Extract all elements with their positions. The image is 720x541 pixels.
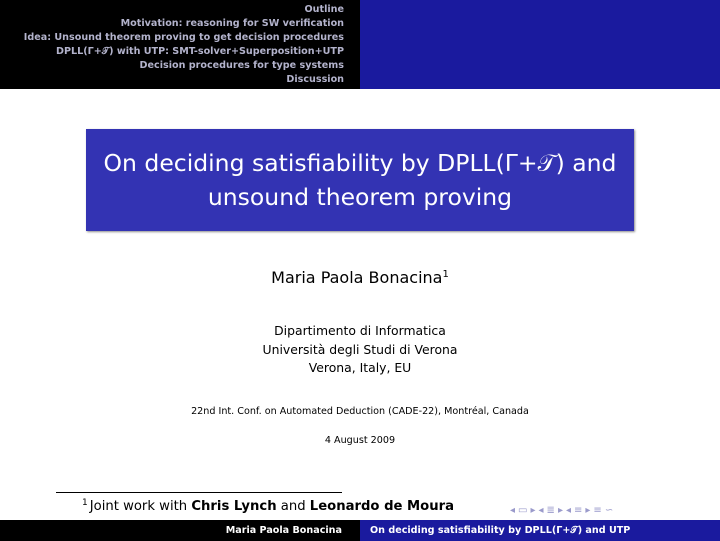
footnote-mark: 1	[82, 498, 88, 508]
date: 4 August 2009	[324, 435, 396, 446]
title-line-2: unsound theorem proving	[207, 183, 513, 211]
search-icon[interactable]: ∽	[604, 504, 614, 516]
outline-item-decision-procedures[interactable]: Decision procedures for type systems	[139, 59, 344, 71]
footline	[0, 520, 720, 541]
headline-blue-pane	[360, 0, 720, 89]
outline-item-dpll[interactable]: DPLL(Γ+𝒯) with UTP: SMT-solver+Superposition+UTP	[56, 45, 344, 57]
author-name: Maria Paola Bonacina	[271, 268, 443, 287]
footnote-prefix: Joint work with	[89, 499, 192, 514]
footnote-rule	[56, 492, 342, 493]
subsection-icon[interactable]: ≣	[546, 504, 555, 516]
footnote-name-1: Chris Lynch	[191, 499, 277, 514]
subsection-next-icon[interactable]: ▸	[557, 504, 563, 516]
footline-title: On deciding satisfiability by DPLL(Γ+𝒯) and UTP	[360, 520, 720, 541]
author	[0, 268, 720, 287]
title-block	[86, 129, 634, 231]
section-icon[interactable]: ≡	[574, 504, 583, 516]
outline-item-idea[interactable]: Idea: Unsound theorem proving to get decision procedures	[23, 31, 344, 43]
section-outline	[0, 0, 360, 89]
subsection-prev-icon[interactable]: ◂	[538, 504, 544, 516]
footnote-name-2: Leonardo de Moura	[309, 499, 455, 514]
frame-next-icon[interactable]: ▸	[530, 504, 536, 516]
beamer-nav-bar	[510, 500, 613, 520]
institute	[0, 322, 720, 378]
headline-bar	[0, 0, 720, 89]
outline-item-discussion[interactable]: Discussion	[286, 73, 344, 85]
frame-prev-icon[interactable]: ◂	[510, 504, 516, 516]
section-next-icon[interactable]: ▸	[585, 504, 591, 516]
institute-university: Università degli Studi di Verona	[262, 341, 458, 357]
conference: 22nd Int. Conf. on Automated Deduction (CADE-22), Montréal, Canada	[191, 406, 529, 417]
institute-location: Verona, Italy, EU	[308, 360, 412, 375]
footnote	[82, 498, 454, 514]
outline-item-motivation[interactable]: Motivation: reasoning for SW verification	[120, 17, 344, 29]
institute-department: Dipartimento di Informatica	[274, 323, 446, 338]
footnote-middle: and	[276, 499, 310, 514]
title-line-1: On deciding satisfiability by DPLL(Γ+𝒯) and	[103, 149, 617, 177]
frame-icon[interactable]: ▭	[518, 504, 528, 516]
section-prev-icon[interactable]: ◂	[565, 504, 571, 516]
align-icon[interactable]: ≡	[593, 504, 602, 516]
author-footnote-mark[interactable]: 1	[442, 269, 449, 280]
footline-author: Maria Paola Bonacina	[0, 520, 360, 541]
outline-item-outline[interactable]: Outline	[304, 4, 344, 15]
